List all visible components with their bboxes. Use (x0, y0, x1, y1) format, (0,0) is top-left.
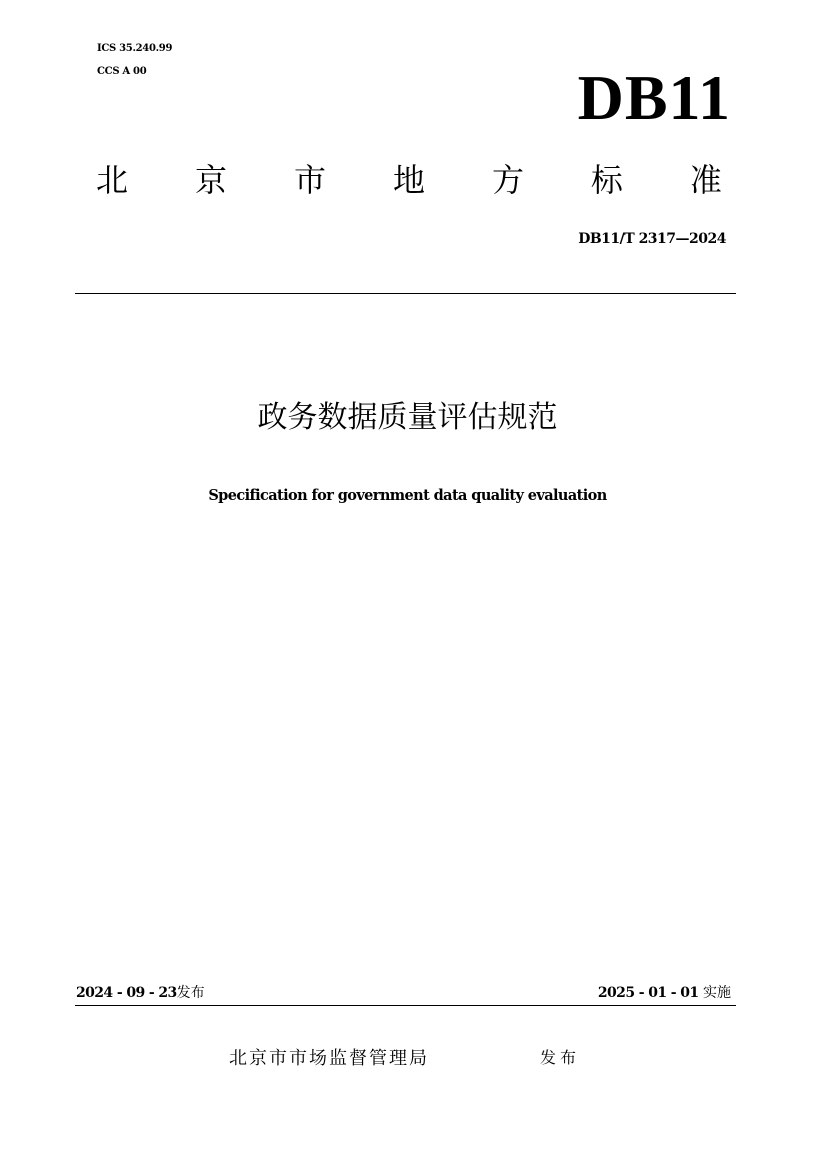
standard-type-heading (96, 160, 722, 200)
publisher-name: 北京市市场监督管理局 (229, 1048, 429, 1069)
bottom-divider (75, 1005, 736, 1006)
issue-date: 2024 - 09 - 23 (76, 985, 177, 1001)
standard-type-char: 京 (194, 161, 227, 199)
issue-label: 发布 (176, 985, 205, 1001)
top-divider (75, 293, 736, 294)
issue-date-line (76, 984, 205, 1002)
ccs-code: CCS A 00 (97, 66, 147, 77)
document-title-chinese: 政务数据质量评估规范 (257, 400, 558, 435)
standard-type-char: 北 (96, 161, 129, 199)
implementation-date-line (598, 984, 731, 1002)
document-title-english: Specification for government data quality evaluation (208, 487, 607, 504)
standard-type-char: 方 (491, 161, 524, 199)
publisher-suffix: 发布 (540, 1048, 581, 1067)
ics-code: ICS 35.240.99 (97, 43, 173, 54)
standard-type-char: 准 (689, 161, 722, 199)
standard-type-char: 地 (392, 161, 425, 199)
standard-type-char: 市 (293, 161, 326, 199)
implementation-label: 实施 (703, 985, 731, 1001)
standard-type-char: 标 (590, 161, 623, 199)
standard-number: DB11/T 2317—2024 (578, 231, 726, 247)
db11-logo: DB11 (577, 62, 731, 133)
implementation-date: 2025 - 01 - 01 (597, 985, 699, 1001)
